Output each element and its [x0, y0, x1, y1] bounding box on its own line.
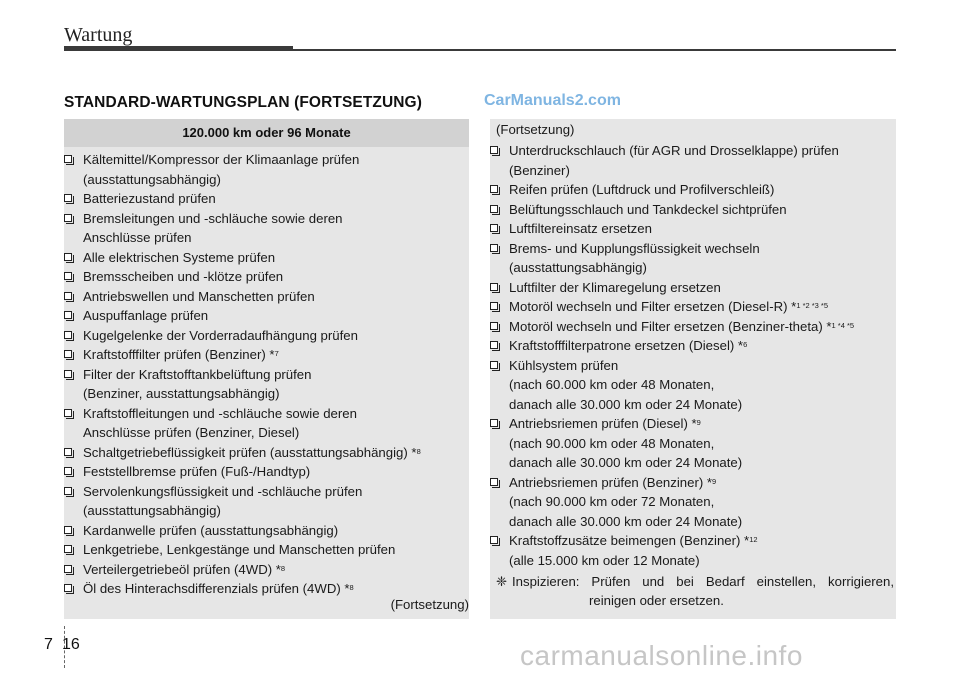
header-rule-thin [293, 49, 896, 51]
checkbox-icon [64, 487, 72, 495]
checklist-item-text: Servolenkungsflüssigkeit und -schläuche prüfen (ausstattungsabhängig) [83, 483, 363, 518]
checklist-item [490, 297, 896, 317]
checklist-item-detail: (nach 90.000 km oder 48 Monaten, danach alle 30.000 km oder 24 Monate) [509, 435, 743, 470]
inspection-note [496, 572, 894, 610]
checkbox-icon [490, 146, 498, 154]
section-heading: STANDARD-WARTUNGSPLAN (FORTSETZUNG) [64, 94, 422, 111]
checklist-item [490, 473, 896, 532]
checklist-item-text: Öl des Hinterachsdifferenzials prüfen (4WD) * [83, 581, 350, 596]
footnote-ref: 7 [274, 349, 279, 358]
checklist-item [64, 579, 469, 599]
checklist-item [64, 306, 469, 326]
checklist-item [64, 326, 469, 346]
checkbox-icon [64, 409, 72, 417]
checkbox-icon [490, 322, 498, 330]
checkbox-icon [64, 370, 72, 378]
checklist-item [64, 540, 469, 560]
left-panel-heading: 120.000 km oder 96 Monate [64, 119, 469, 147]
left-checklist [64, 150, 469, 599]
footnote-ref: 6 [743, 340, 748, 349]
checklist-item-text: Motoröl wechseln und Filter ersetzen (Diesel-R) * [509, 299, 797, 314]
checklist-item [490, 531, 896, 570]
checklist-item [64, 404, 469, 443]
checklist-item [64, 267, 469, 287]
footnote-ref: 1 *4 *5 [831, 320, 855, 330]
note-line-2: reinigen oder ersetzen. [589, 593, 724, 608]
checklist-item-text: Kraftstofffilter prüfen (Benziner) * [83, 347, 275, 362]
checklist-item-text: Kugelgelenke der Vorderradaufhängung prüfen [83, 327, 358, 343]
checkbox-icon [64, 526, 72, 534]
checklist-item-text: Brems- und Kupplungsflüssigkeit wechseln (ausstattungsabhängig) [509, 240, 760, 275]
checklist-item [490, 180, 896, 200]
footnote-ref: 9 [712, 476, 717, 486]
checklist-item [64, 189, 469, 209]
checklist-item-text: Kühlsystem prüfen (nach 60.000 km oder 48 Monaten, danach alle 30.000 km oder 24 Monate) [509, 357, 743, 412]
checklist-item [64, 248, 469, 268]
checklist-item [64, 287, 469, 307]
checklist-item [490, 219, 896, 239]
checklist-item-text: Motoröl wechseln und Filter ersetzen (Benziner-theta) * [509, 318, 832, 334]
checklist-item [64, 345, 469, 365]
right-checklist [490, 141, 896, 570]
checkbox-icon [490, 283, 498, 291]
checklist-item [64, 521, 469, 541]
checklist-item-text: Bremsleitungen und -schläuche sowie deren Anschlüsse prüfen [83, 210, 343, 245]
checklist-item-text: Batteriezustand prüfen [83, 191, 216, 206]
checklist-item-text: Filter der Kraftstofftankbelüftung prüfen (Benziner, ausstattungsabhängig) [83, 366, 312, 401]
checklist-item-text: Schaltgetriebeflüssigkeit prüfen (ausstattungsabhängig) * [83, 444, 417, 460]
checklist-item-text: Feststellbremse prüfen (Fuß-/Handtyp) [83, 464, 311, 479]
checklist-item-text: Belüftungsschlauch und Tankdeckel sichtprüfen [509, 201, 787, 217]
checkbox-icon [64, 467, 72, 475]
checkbox-icon [490, 185, 498, 193]
checklist-item-text: Alle elektrischen Systeme prüfen [83, 249, 276, 265]
checkbox-icon [490, 244, 498, 252]
checkbox-icon [490, 419, 498, 427]
checklist-item-text: Luftfilter der Klimaregelung ersetzen [509, 279, 721, 295]
checklist-item [490, 356, 896, 415]
checkbox-icon [490, 302, 498, 310]
checklist-item-text: Antriebswellen und Manschetten prüfen [83, 288, 315, 304]
footnote-ref: 9 [696, 418, 701, 427]
checklist-item [64, 560, 469, 580]
checklist-item-text: Kardanwelle prüfen (ausstattungsabhängig) [83, 522, 339, 538]
checkbox-icon [490, 224, 498, 232]
footer-watermark: carmanualsonline.info [520, 640, 803, 671]
checkbox-icon [64, 155, 72, 163]
footnote-ref: 8 [416, 446, 421, 456]
checkbox-icon [490, 536, 498, 544]
checklist-item-text: Auspuffanlage prüfen [83, 308, 209, 323]
checklist-item [490, 336, 896, 356]
checkbox-icon [64, 311, 72, 319]
page-number-value: 16 [62, 636, 80, 653]
checklist-item-text: Bremsscheiben und -klötze prüfen [83, 269, 284, 284]
checklist-item-text: Antriebsriemen prüfen (Diesel) * [509, 416, 697, 431]
checklist-item-text: Luftfiltereinsatz ersetzen [509, 221, 652, 236]
checklist-item-text: Kraftstoffzusätze beimengen (Benziner) * [509, 533, 750, 548]
checklist-item-text: Verteilergetriebeöl prüfen (4WD) * [83, 561, 281, 577]
checklist-item-text: Lenkgetriebe, Lenkgestänge und Manschetten prüfen [83, 542, 396, 557]
left-continuation: (Fortsetzung) [390, 597, 469, 612]
checkbox-icon [64, 253, 72, 261]
checkbox-icon [64, 448, 72, 456]
checklist-item [64, 365, 469, 404]
footnote-ref: 8 [349, 583, 354, 592]
checklist-item [490, 239, 896, 278]
checklist-item [64, 209, 469, 248]
checkbox-icon [64, 331, 72, 339]
checklist-item [490, 141, 896, 180]
page-header-title: Wartung [64, 24, 133, 46]
checklist-item [64, 462, 469, 482]
checklist-item [64, 482, 469, 521]
checklist-item [64, 443, 469, 463]
footnote-ref: 1 *2 *3 *5 [796, 301, 829, 310]
checkbox-icon [64, 214, 72, 222]
checkbox-icon [64, 584, 72, 592]
checkbox-icon [490, 361, 498, 369]
checklist-item-text: Reifen prüfen (Luftdruck und Profilverschleiß) [509, 182, 775, 197]
footnote-ref: 8 [280, 563, 286, 573]
checkbox-icon [490, 205, 498, 213]
note-line-1: Inspizieren: Prüfen und bei Bedarf einstellen, korrigieren, [512, 574, 894, 589]
header-rule-thick [64, 46, 293, 51]
checkbox-icon [490, 478, 498, 486]
checklist-item [490, 200, 896, 220]
checklist-item-detail: (nach 90.000 km oder 72 Monaten, danach alle 30.000 km oder 24 Monate) [509, 494, 743, 529]
footnote-ref: 12 [749, 535, 758, 544]
checklist-item-detail: (alle 15.000 km oder 12 Monate) [509, 552, 700, 568]
checkbox-icon [64, 272, 72, 280]
checklist-item [490, 278, 896, 298]
checklist-item-text: Kraftstoffleitungen und -schläuche sowie deren Anschlüsse prüfen (Benziner, Diesel) [83, 405, 357, 440]
watermark-top: CarManuals2.com [484, 92, 621, 109]
checklist-item-text: Antriebsriemen prüfen (Benziner) * [509, 474, 713, 490]
checklist-item-text: Unterdruckschlauch (für AGR und Drosselklappe) prüfen (Benziner) [509, 143, 839, 178]
checkbox-icon [64, 545, 72, 553]
checklist-item [490, 317, 896, 337]
checklist-item-text: Kraftstofffilterpatrone ersetzen (Diesel) * [509, 338, 744, 353]
checkbox-icon [64, 565, 72, 573]
note-symbol: ❈ [496, 574, 508, 589]
checklist-item [490, 414, 896, 473]
page-number [44, 636, 80, 654]
checklist-item-text: Kältemittel/Kompressor der Klimaanlage prüfen (ausstattungsabhängig) [83, 152, 360, 187]
checkbox-icon [490, 341, 498, 349]
right-intro: (Fortsetzung) [496, 122, 575, 137]
checkbox-icon [64, 292, 72, 300]
checkbox-icon [64, 350, 72, 358]
checklist-item [64, 150, 469, 189]
checkbox-icon [64, 194, 72, 202]
chapter-number: 7 [44, 636, 53, 653]
